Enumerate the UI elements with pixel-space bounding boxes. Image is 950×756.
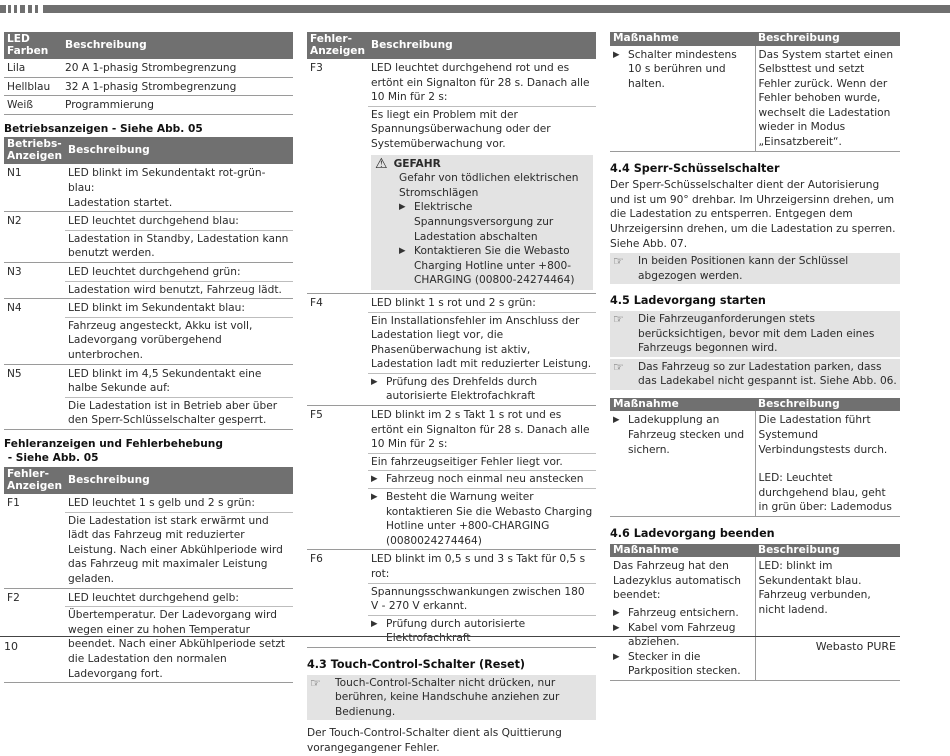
section-heading-4-4: 4.4 Sperr-Schüsselschalter (610, 161, 780, 175)
paragraph: Der Sperr-Schüsselschalter dient der Autorisierung und ist um 90° drehbar. Im Uhrzeigersinn drehen, um die Ladestation zu entsperren. Entgegen dem Uhrzeigersinn drehen, um die Ladestation zu sperren. Siehe Abb. 07. (610, 179, 896, 250)
bullet-text: Prüfung des Drehfelds durch autorisierte Elektrofachkraft (386, 375, 538, 403)
cell-text: LED leuchtet durchgehend gelb: (68, 591, 239, 604)
table-cell (65, 494, 293, 588)
table-cell (368, 406, 596, 550)
table-row (610, 411, 900, 516)
section-heading: Betriebsanzeigen - Siehe Abb. 05 (4, 122, 203, 135)
note-box (307, 675, 596, 721)
table-row (4, 262, 293, 298)
bullet-text: Kontaktieren Sie die Webasto Charging Hotline unter +800-CHARGING (00800-24274464) (414, 245, 575, 287)
table-header: Maßnahme (610, 544, 755, 558)
triangle-right-icon: ▶ (613, 622, 620, 633)
table-cell (65, 364, 293, 429)
bullet-text: Fahrzeug entsichern. (628, 606, 739, 619)
bullet-text: Prüfung durch autorisierte Elektrofachkraft (386, 617, 526, 645)
cell-text: Die Ladestation ist stark erwärmt und lädt das Fahrzeug mit reduzierter Leistung. Nach einer Abkühlperiode wird das Fahrzeug mit maximaler Leistung geladen. (65, 512, 293, 587)
table-cell (65, 164, 293, 211)
cell-text: Übertemperatur. Der Ladevorgang wird wegen einer zu hohen Temperatur beendet. Nach einer Abkühlperiode setzt die Ladestation den normalen Ladevorgang fort. (65, 606, 293, 681)
table-cell: F4 (307, 293, 368, 405)
cell-text: LED blinkt im 0,5 s und 3 s Takt für 0,5 s rot: (371, 553, 586, 580)
table-header: Maßnahme (610, 398, 755, 412)
table-row (307, 550, 596, 648)
cell-text: LED blinkt 1 s rot und 2 s grün: (371, 296, 536, 309)
triangle-right-icon: ▶ (371, 376, 378, 387)
table-row (4, 299, 293, 364)
table-header: Beschreibung (755, 544, 900, 558)
bullet-text: Elektrische Spannungsversorgung zur Ladestation abschalten (414, 201, 554, 243)
note-text: In beiden Positionen kann der Schlüssel abgezogen werden. (638, 255, 849, 282)
table-cell (368, 550, 596, 648)
table-cell: Hellblau (4, 77, 62, 96)
pointing-hand-icon: ☞ (613, 359, 624, 374)
table-row (4, 96, 293, 115)
cell-text: LED leuchtet durchgehend blau: (68, 215, 239, 228)
table-header: Beschreibung (62, 32, 293, 59)
note-text: Touch-Control-Schalter nicht drücken, nur berühren, keine Handschuhe anziehen zur Bedienung. (335, 676, 560, 718)
triangle-right-icon: ▶ (399, 246, 406, 257)
error-table-continued (307, 32, 596, 648)
table-cell: N2 (4, 212, 65, 263)
table-cell: F2 (4, 588, 65, 683)
table-cell: LED: blinkt im Sekundentakt blau. Fahrzeug verbunden, nicht ladend. (755, 557, 900, 680)
table-cell (610, 557, 755, 680)
triangle-right-icon: ▶ (613, 651, 620, 662)
table-cell (610, 46, 755, 152)
cell-text: LED blinkt im Sekundentakt rot-grün-blau: (68, 167, 266, 194)
table-cell: N3 (4, 262, 65, 298)
bullet-text: Schalter mindestens 10 s berühren und halten. (628, 48, 737, 90)
table-cell (65, 299, 293, 364)
danger-title: GEFAHR (393, 157, 441, 170)
table-header: Maßnahme (610, 32, 755, 46)
cell-text: Ein fahrzeugseitiger Fehler liegt vor. (368, 453, 596, 470)
led-colors-table (4, 32, 293, 115)
table-header: Fehler-Anzeigen (307, 32, 368, 59)
cell-text: LED blinkt im 2 s Takt 1 s rot und es ertönt ein Signalton für 28 s. Danach alle 10 Min für 2 s: (371, 409, 590, 451)
page-footer (0, 636, 900, 655)
measure-table-reset (610, 32, 900, 152)
table-cell (368, 59, 596, 293)
table-header: Beschreibung (65, 467, 293, 494)
bullet-text: Fahrzeug noch einmal neu anstecken (386, 473, 584, 486)
pointing-hand-icon: ☞ (613, 312, 624, 326)
table-cell: Weiß (4, 96, 62, 115)
table-cell: 20 A 1-phasig Strombegrenzung (62, 59, 293, 77)
table-cell: N4 (4, 299, 65, 364)
triangle-right-icon: ▶ (371, 474, 378, 485)
bullet-text: Ladekupplung an Fahrzeug stecken und sichern. (628, 414, 745, 456)
table-row (4, 59, 293, 77)
pointing-hand-icon: ☞ (613, 254, 624, 269)
table-cell: F5 (307, 406, 368, 550)
measure-table-end (610, 544, 900, 681)
table-row (307, 59, 596, 293)
bullet-text: Stecker in die Parkposition stecken. (628, 650, 741, 678)
note-box (610, 311, 900, 357)
table-cell: N5 (4, 364, 65, 429)
page-number: 10 (4, 640, 18, 653)
table-cell (755, 411, 900, 516)
cell-text: Ein Installationsfehler im Anschluss der Ladestation liegt vor, die Phasenüberwachung ist aktiv, Ladestation ladt mit reduzierter Leistung. (368, 312, 596, 372)
cell-text: Das Fahrzeug hat den Ladezyklus automatisch beendet: (613, 560, 741, 602)
table-row (610, 46, 900, 152)
cell-text: LED leuchtet durchgehend rot und es ertönt ein Signalton für 28 s. Danach alle 10 Min für 2 s: (371, 62, 590, 104)
table-row (4, 77, 293, 96)
table-header: Beschreibung (755, 398, 900, 412)
cell-text: Die Ladestation führt Systemund Verbindungstests durch. (758, 414, 888, 456)
cell-text: Ladestation startet. (68, 196, 173, 209)
table-row (4, 212, 293, 263)
table-cell: F3 (307, 59, 368, 293)
cell-text: LED: Leuchtet durchgehend blau, geht in grün über: Lademodus (758, 472, 892, 514)
section-heading: - Siehe Abb. 05 (4, 452, 99, 465)
table-row (4, 494, 293, 588)
note-box (610, 359, 900, 390)
triangle-right-icon: ▶ (613, 607, 620, 618)
section-heading-4-5: 4.5 Ladevorgang starten (610, 294, 766, 308)
cell-text: Spannungsschwankungen zwischen 180 V - 270 V erkannt. (368, 583, 596, 614)
triangle-right-icon: ▶ (613, 415, 620, 426)
table-row (610, 557, 900, 680)
table-header: LED Farben (4, 32, 62, 59)
bullet-text: Besteht die Warnung weiter kontaktieren Sie die Webasto Charging Hotline unter +800-CHARGING (0080024274464) (386, 491, 593, 547)
table-header: Beschreibung (755, 32, 900, 46)
table-cell (610, 411, 755, 516)
pointing-hand-icon: ☞ (310, 675, 321, 690)
measure-table-start (610, 398, 900, 517)
table-cell: F6 (307, 550, 368, 648)
section-heading-4-3: 4.3 Touch-Control-Schalter (Reset) (307, 657, 526, 671)
status-table (4, 137, 293, 430)
table-cell (368, 293, 596, 405)
table-header: Beschreibung (368, 32, 596, 59)
cell-text: LED leuchtet 1 s gelb und 2 s grün: (68, 497, 255, 510)
table-header: Beschreibung (65, 137, 293, 164)
cell-text: Ladestation wird benutzt, Fahrzeug lädt. (65, 281, 293, 298)
table-row (307, 293, 596, 405)
table-cell: Das System startet einen Selbsttest und setzt Fehler zurück. Wenn der Fehler behoben wurde, wechselt die Ladestation wieder in Modus „Einsatzbereit“. (755, 46, 900, 152)
brand-name: Webasto PURE (815, 640, 896, 653)
triangle-right-icon: ▶ (371, 492, 378, 503)
cell-text: LED leuchtet durchgehend grün: (68, 265, 241, 278)
note-text: Die Fahrzeuganforderungen stets berücksichtigen, bevor mit dem Laden eines Fahrzeugs begonnen wird. (638, 313, 875, 355)
table-row (307, 406, 596, 550)
table-cell (65, 262, 293, 298)
note-text: Das Fahrzeug so zur Ladestation parken, dass das Ladekabel nicht gespannt ist. Siehe Abb. 06. (638, 360, 897, 388)
cell-text: LED blinkt im Sekundentakt blau: (68, 302, 245, 315)
cell-text: Fahrzeug angesteckt, Akku ist voll, Ladevorgang vorübergehend unterbrochen. (65, 317, 293, 363)
table-cell: 32 A 1-phasig Strombegrenzung (62, 77, 293, 96)
table-cell (65, 212, 293, 263)
note-box (610, 253, 900, 284)
table-cell: Lila (4, 59, 62, 77)
table-cell: Programmierung (62, 96, 293, 115)
danger-text: Gefahr von tödlichen elektrischen Stromschlägen (399, 172, 579, 199)
cell-text: Ladestation in Standby, Ladestation kann benutzt werden. (65, 230, 293, 261)
cell-text: Es liegt ein Problem mit der Spannungsüberwachung oder der Systemüberwachung vor. (368, 106, 596, 152)
triangle-right-icon: ▶ (613, 49, 620, 60)
table-cell: N1 (4, 164, 65, 211)
paragraph: Der Touch-Control-Schalter dient als Quittierung vorangegangener Fehler. (307, 727, 562, 754)
triangle-right-icon: ▶ (371, 618, 378, 629)
cell-text: LED blinkt im 4,5 Sekundentakt eine halbe Sekunde auf: (68, 367, 262, 395)
triangle-right-icon: ▶ (399, 202, 406, 213)
table-header: Fehler-Anzeigen (4, 467, 65, 494)
table-cell: F1 (4, 494, 65, 588)
section-heading-4-6: 4.6 Ladevorgang beenden (610, 527, 775, 541)
cell-text: Die Ladestation ist in Betrieb aber über den Sperr-Schlüsselschalter gesperrt. (65, 397, 293, 428)
table-row (4, 364, 293, 429)
table-header: Betriebs-Anzeigen (4, 137, 65, 164)
header-bar (0, 5, 950, 13)
bullet-text: Kabel vom Fahrzeug abziehen. (628, 621, 736, 649)
column-right (610, 32, 900, 681)
warning-triangle-icon: ⚠ (375, 155, 388, 172)
danger-box (371, 155, 593, 290)
table-row (4, 164, 293, 211)
section-heading: Fehleranzeigen und Fehlerbehebung (4, 437, 223, 450)
column-left (4, 32, 293, 683)
